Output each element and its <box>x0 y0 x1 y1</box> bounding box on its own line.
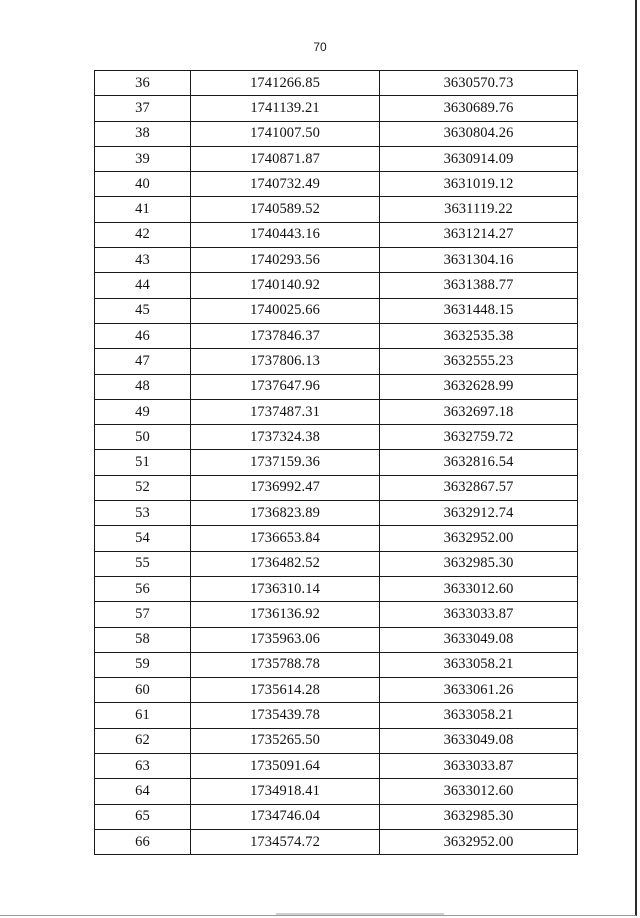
point-number-cell: 59 <box>95 652 191 677</box>
y-coordinate-cell: 3632912.74 <box>380 501 578 526</box>
coordinate-table <box>94 70 578 855</box>
point-number-cell: 38 <box>95 121 191 146</box>
point-number-cell: 54 <box>95 526 191 551</box>
table-row <box>95 425 578 450</box>
x-coordinate-cell: 1735963.06 <box>191 627 380 652</box>
x-coordinate-cell: 1740443.16 <box>191 222 380 247</box>
table-row <box>95 349 578 374</box>
table-row <box>95 501 578 526</box>
x-coordinate-cell: 1736992.47 <box>191 475 380 500</box>
table-row <box>95 146 578 171</box>
y-coordinate-cell: 3633033.87 <box>380 602 578 627</box>
point-number-cell: 51 <box>95 450 191 475</box>
point-number-cell: 41 <box>95 197 191 222</box>
y-coordinate-cell: 3633049.08 <box>380 728 578 753</box>
table-row <box>95 71 578 96</box>
table-row <box>95 197 578 222</box>
x-coordinate-cell: 1735091.64 <box>191 754 380 779</box>
x-coordinate-cell: 1734918.41 <box>191 779 380 804</box>
y-coordinate-cell: 3632816.54 <box>380 450 578 475</box>
table-row <box>95 96 578 121</box>
table-row <box>95 121 578 146</box>
y-coordinate-cell: 3631388.77 <box>380 273 578 298</box>
y-coordinate-cell: 3633012.60 <box>380 779 578 804</box>
point-number-cell: 52 <box>95 475 191 500</box>
table-row <box>95 829 578 854</box>
table-row <box>95 627 578 652</box>
x-coordinate-cell: 1734574.72 <box>191 829 380 854</box>
point-number-cell: 42 <box>95 222 191 247</box>
y-coordinate-cell: 3631214.27 <box>380 222 578 247</box>
point-number-cell: 45 <box>95 298 191 323</box>
y-coordinate-cell: 3632985.30 <box>380 804 578 829</box>
point-number-cell: 50 <box>95 425 191 450</box>
y-coordinate-cell: 3632697.18 <box>380 399 578 424</box>
x-coordinate-cell: 1737806.13 <box>191 349 380 374</box>
x-coordinate-cell: 1737647.96 <box>191 374 380 399</box>
point-number-cell: 48 <box>95 374 191 399</box>
table-row <box>95 779 578 804</box>
table-row <box>95 678 578 703</box>
point-number-cell: 44 <box>95 273 191 298</box>
table-row <box>95 754 578 779</box>
y-coordinate-cell: 3630570.73 <box>380 71 578 96</box>
table-row <box>95 804 578 829</box>
y-coordinate-cell: 3632985.30 <box>380 551 578 576</box>
x-coordinate-cell: 1741007.50 <box>191 121 380 146</box>
y-coordinate-cell: 3632867.57 <box>380 475 578 500</box>
table-row <box>95 576 578 601</box>
x-coordinate-cell: 1737487.31 <box>191 399 380 424</box>
table-row <box>95 248 578 273</box>
point-number-cell: 57 <box>95 602 191 627</box>
x-coordinate-cell: 1740871.87 <box>191 146 380 171</box>
table-row <box>95 298 578 323</box>
y-coordinate-cell: 3632535.38 <box>380 323 578 348</box>
table-row <box>95 450 578 475</box>
point-number-cell: 55 <box>95 551 191 576</box>
x-coordinate-cell: 1740140.92 <box>191 273 380 298</box>
table-row <box>95 273 578 298</box>
point-number-cell: 58 <box>95 627 191 652</box>
x-coordinate-cell: 1736482.52 <box>191 551 380 576</box>
point-number-cell: 65 <box>95 804 191 829</box>
coordinate-table-container <box>94 70 577 855</box>
point-number-cell: 66 <box>95 829 191 854</box>
table-row <box>95 652 578 677</box>
y-coordinate-cell: 3631119.22 <box>380 197 578 222</box>
x-coordinate-cell: 1740293.56 <box>191 248 380 273</box>
y-coordinate-cell: 3631448.15 <box>380 298 578 323</box>
x-coordinate-cell: 1740732.49 <box>191 172 380 197</box>
point-number-cell: 47 <box>95 349 191 374</box>
y-coordinate-cell: 3633061.26 <box>380 678 578 703</box>
x-coordinate-cell: 1737846.37 <box>191 323 380 348</box>
x-coordinate-cell: 1741266.85 <box>191 71 380 96</box>
page-number: 70 <box>313 40 327 54</box>
y-coordinate-cell: 3631019.12 <box>380 172 578 197</box>
table-row <box>95 703 578 728</box>
table-row <box>95 374 578 399</box>
point-number-cell: 56 <box>95 576 191 601</box>
point-number-cell: 61 <box>95 703 191 728</box>
x-coordinate-cell: 1735788.78 <box>191 652 380 677</box>
coordinate-table-body <box>95 71 578 855</box>
point-number-cell: 60 <box>95 678 191 703</box>
table-row <box>95 526 578 551</box>
table-row <box>95 399 578 424</box>
y-coordinate-cell: 3633058.21 <box>380 652 578 677</box>
y-coordinate-cell: 3633012.60 <box>380 576 578 601</box>
y-coordinate-cell: 3632952.00 <box>380 829 578 854</box>
x-coordinate-cell: 1737159.36 <box>191 450 380 475</box>
x-coordinate-cell: 1740589.52 <box>191 197 380 222</box>
point-number-cell: 46 <box>95 323 191 348</box>
table-row <box>95 602 578 627</box>
point-number-cell: 53 <box>95 501 191 526</box>
x-coordinate-cell: 1740025.66 <box>191 298 380 323</box>
scan-edge-mark <box>276 913 444 915</box>
y-coordinate-cell: 3632952.00 <box>380 526 578 551</box>
x-coordinate-cell: 1735614.28 <box>191 678 380 703</box>
y-coordinate-cell: 3632555.23 <box>380 349 578 374</box>
x-coordinate-cell: 1735439.78 <box>191 703 380 728</box>
y-coordinate-cell: 3632628.99 <box>380 374 578 399</box>
table-row <box>95 475 578 500</box>
y-coordinate-cell: 3630914.09 <box>380 146 578 171</box>
x-coordinate-cell: 1737324.38 <box>191 425 380 450</box>
y-coordinate-cell: 3633058.21 <box>380 703 578 728</box>
point-number-cell: 43 <box>95 248 191 273</box>
x-coordinate-cell: 1736823.89 <box>191 501 380 526</box>
y-coordinate-cell: 3633033.87 <box>380 754 578 779</box>
x-coordinate-cell: 1734746.04 <box>191 804 380 829</box>
y-coordinate-cell: 3630804.26 <box>380 121 578 146</box>
y-coordinate-cell: 3632759.72 <box>380 425 578 450</box>
table-row <box>95 172 578 197</box>
y-coordinate-cell: 3631304.16 <box>380 248 578 273</box>
table-row <box>95 323 578 348</box>
point-number-cell: 39 <box>95 146 191 171</box>
x-coordinate-cell: 1736136.92 <box>191 602 380 627</box>
x-coordinate-cell: 1736653.84 <box>191 526 380 551</box>
point-number-cell: 63 <box>95 754 191 779</box>
point-number-cell: 62 <box>95 728 191 753</box>
table-row <box>95 728 578 753</box>
point-number-cell: 49 <box>95 399 191 424</box>
x-coordinate-cell: 1735265.50 <box>191 728 380 753</box>
y-coordinate-cell: 3630689.76 <box>380 96 578 121</box>
point-number-cell: 36 <box>95 71 191 96</box>
point-number-cell: 37 <box>95 96 191 121</box>
point-number-cell: 64 <box>95 779 191 804</box>
x-coordinate-cell: 1736310.14 <box>191 576 380 601</box>
table-row <box>95 551 578 576</box>
y-coordinate-cell: 3633049.08 <box>380 627 578 652</box>
point-number-cell: 40 <box>95 172 191 197</box>
table-row <box>95 222 578 247</box>
x-coordinate-cell: 1741139.21 <box>191 96 380 121</box>
